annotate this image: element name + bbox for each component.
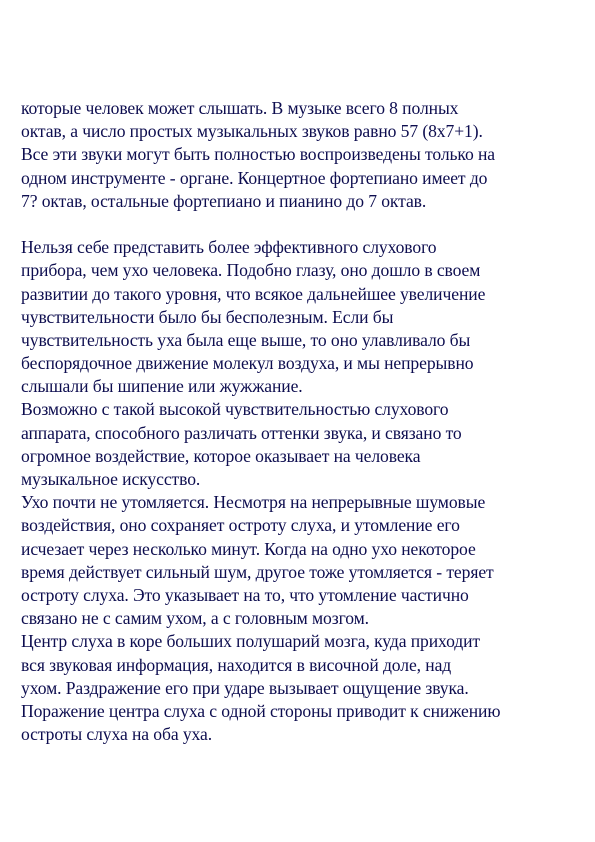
text-line: связано не с самим ухом, а с головным мозгом.: [21, 608, 369, 629]
paragraph-3: [21, 398, 581, 491]
text-line: остроты слуха на оба уха.: [21, 724, 213, 745]
text-line: воздействия, оно сохраняет остроту слуха, и утомление его: [21, 515, 460, 536]
text-line: исчезает через несколько минут. Когда на одно ухо некоторое: [21, 538, 476, 559]
text-line: чувствительность уха была еще выше, то оно улавливало бы: [21, 329, 471, 350]
text-line: беспорядочное движение молекул воздуха, и мы непрерывно: [21, 353, 474, 374]
text-line: Нельзя себе представить более эффективного слухового: [21, 237, 437, 258]
text-line: вся звуковая информация, находится в височной доле, над: [21, 654, 452, 675]
text-line: аппарата, способного различать оттенки звука, и связано то: [21, 422, 462, 443]
text-line: Возможно с такой высокой чувствительностью слухового: [21, 399, 449, 420]
text-line: Ухо почти не утомляется. Несмотря на непрерывные шумовые: [21, 492, 486, 513]
text-line: огромное воздействие, которое оказывает на человека: [21, 445, 421, 466]
paragraph-5: [21, 630, 581, 746]
text-line: Поражение центра слуха с одной стороны приводит к снижению: [21, 700, 501, 721]
body-text: [21, 97, 581, 746]
text-line: время действует сильный шум, другое тоже утомляется - теряет: [21, 561, 494, 582]
text-line: одном инструменте - органе. Концертное фортепиано имеет до: [21, 167, 488, 188]
text-line: Центр слуха в коре больших полушарий мозга, куда приходит: [21, 631, 481, 652]
text-line: развитии до такого уровня, что всякое дальнейшее увеличение: [21, 283, 486, 304]
text-line: Все эти звуки могут быть полностью воспроизведены только на: [21, 144, 496, 165]
text-line: прибора, чем ухо человека. Подобно глазу, оно дошло в своем: [21, 260, 481, 281]
paragraph-2: [21, 236, 581, 398]
text-line: музыкальное искусство.: [21, 469, 201, 489]
text-line: остроту слуха. Это указывает на то, что утомление частично: [21, 584, 469, 605]
text-line: ухом. Раздражение его при ударе вызывает ощущение звука.: [21, 677, 469, 698]
text-line: слышали бы шипение или жужжание.: [21, 376, 303, 397]
text-line: октав, а число простых музыкальных звуков равно 57 (8х7+1).: [21, 121, 483, 142]
text-line: чувствительности было бы бесполезным. Если бы: [21, 306, 394, 327]
text-line: которые человек может слышать. В музыке всего 8 полных: [21, 98, 459, 118]
paragraph-1: [21, 97, 581, 213]
text-line: 7? октав, остальные фортепиано и пианино до 7 октав.: [21, 190, 427, 211]
paragraph-spacer: [21, 213, 581, 236]
paragraph-4: [21, 491, 581, 630]
